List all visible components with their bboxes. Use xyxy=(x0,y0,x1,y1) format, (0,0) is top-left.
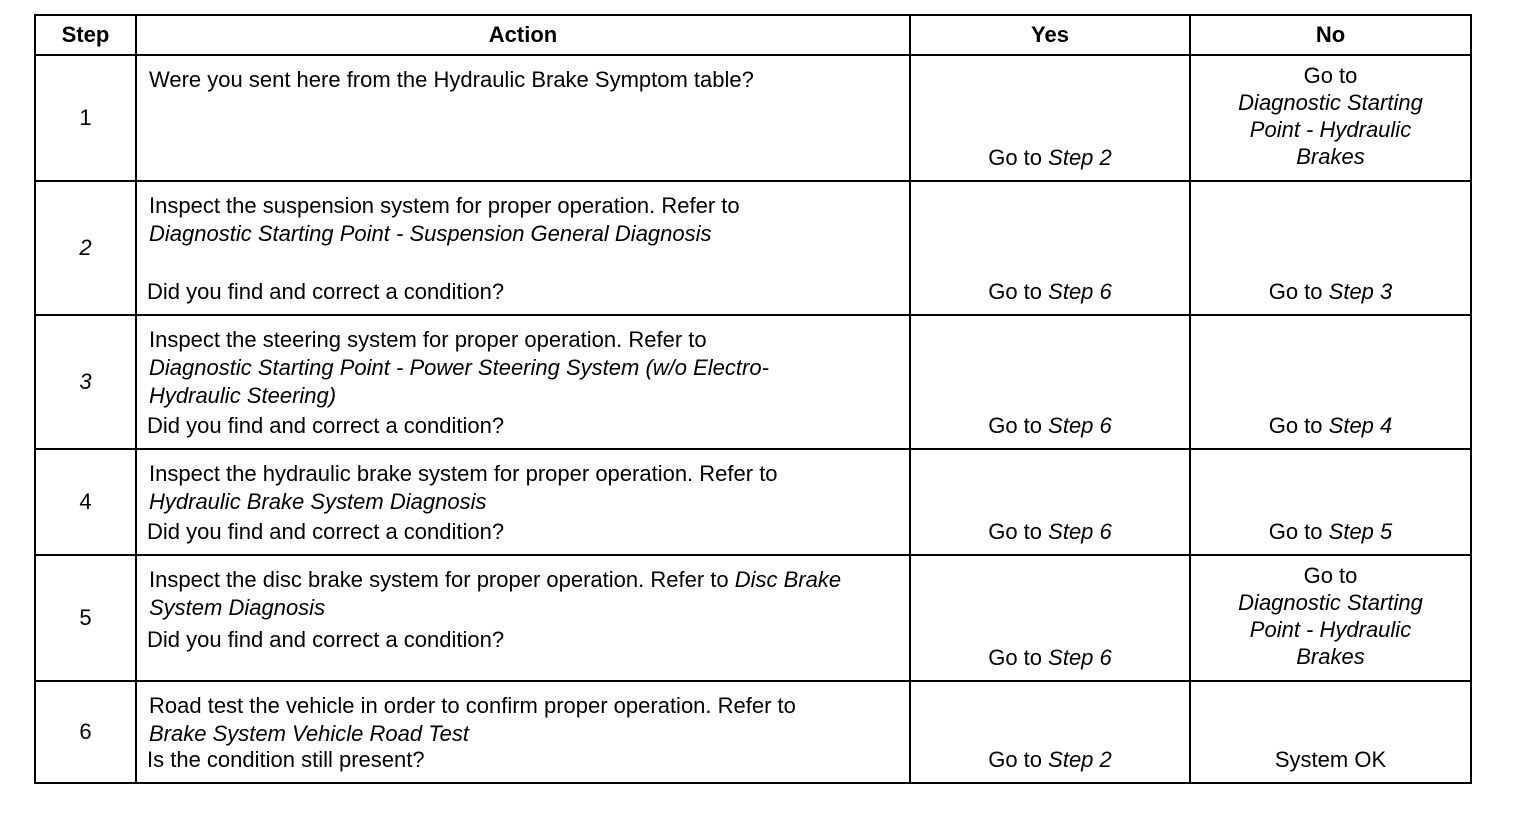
action-ref-link[interactable]: Hydraulic Brake System Diagnosis xyxy=(149,489,487,514)
table-row xyxy=(35,449,1471,555)
action-question: Did you find and correct a condition? xyxy=(147,519,505,544)
action-ref-link[interactable]: Brake System Vehicle Road Test xyxy=(149,721,469,746)
no-step-link[interactable]: Step 5 xyxy=(1328,519,1393,544)
yes-cell xyxy=(910,315,1190,449)
no-prefix: Go to xyxy=(1268,519,1323,544)
no-result xyxy=(1191,562,1470,670)
action-question: Did you find and correct a condition? xyxy=(147,413,505,438)
action-text xyxy=(149,692,901,748)
no-result xyxy=(1191,412,1470,440)
no-cell xyxy=(1190,555,1471,681)
action-cell xyxy=(136,55,910,181)
diagnostic-table xyxy=(34,14,1472,784)
action-cell xyxy=(136,681,910,783)
header-row xyxy=(35,15,1471,55)
yes-cell xyxy=(910,681,1190,783)
no-prefix: Go to xyxy=(1268,413,1323,438)
yes-step-link[interactable]: Step 2 xyxy=(1048,145,1112,170)
no-cell xyxy=(1190,181,1471,315)
no-result xyxy=(1191,62,1470,170)
yes-result xyxy=(911,644,1189,672)
no-cell xyxy=(1190,315,1471,449)
action-instruction: Inspect the steering system for proper operation. Refer to xyxy=(149,327,707,352)
action-text: Were you sent here from the Hydraulic Brake Symptom table? xyxy=(149,67,754,92)
no-cell xyxy=(1190,449,1471,555)
action-instruction: Inspect the hydraulic brake system for proper operation. Refer to xyxy=(149,461,778,486)
no-cell xyxy=(1190,681,1471,783)
header-action: Action xyxy=(136,15,910,55)
action-cell xyxy=(136,555,910,681)
yes-step-link[interactable]: Step 2 xyxy=(1048,747,1112,772)
table-row xyxy=(35,555,1471,681)
action-cell xyxy=(136,315,910,449)
step-number: 3 xyxy=(35,315,136,449)
action-ref-link[interactable]: Disc Brake System Diagnosis xyxy=(149,567,842,620)
no-step-link[interactable]: Step 3 xyxy=(1328,279,1393,304)
yes-step-link[interactable]: Step 6 xyxy=(1048,645,1112,670)
yes-cell xyxy=(910,555,1190,681)
action-question: Did you find and correct a condition? xyxy=(147,279,505,304)
action-instruction: Road test the vehicle in order to confirm proper operation. Refer to xyxy=(149,693,796,718)
action-cell xyxy=(136,449,910,555)
step-number: 2 xyxy=(35,181,136,315)
yes-prefix: Go to xyxy=(988,519,1043,544)
yes-prefix: Go to xyxy=(988,747,1043,772)
yes-result xyxy=(911,518,1189,546)
yes-step-link[interactable]: Step 6 xyxy=(1048,519,1112,544)
yes-cell xyxy=(910,181,1190,315)
action-question: Did you find and correct a condition? xyxy=(147,627,505,652)
yes-cell xyxy=(910,449,1190,555)
header-yes: Yes xyxy=(910,15,1190,55)
header-step: Step xyxy=(35,15,136,55)
action-instruction: Inspect the suspension system for proper operation. Refer to xyxy=(149,193,740,218)
yes-cell xyxy=(910,55,1190,181)
yes-result xyxy=(911,746,1189,774)
action-text xyxy=(149,326,789,410)
yes-step-link[interactable]: Step 6 xyxy=(1048,413,1112,438)
table-row xyxy=(35,181,1471,315)
no-cell xyxy=(1190,55,1471,181)
step-number: 1 xyxy=(35,55,136,181)
table-row xyxy=(35,55,1471,181)
yes-result xyxy=(911,144,1189,172)
header-no: No xyxy=(1190,15,1471,55)
step-number: 4 xyxy=(35,449,136,555)
action-ref-link[interactable]: Diagnostic Starting Point - Power Steering System (w/o Electro-Hydraulic Steering) xyxy=(149,355,769,408)
no-ref-link[interactable]: Diagnostic Starting Point - Hydraulic Brakes xyxy=(1238,90,1423,169)
action-text xyxy=(149,566,901,622)
table-row xyxy=(35,681,1471,783)
yes-result xyxy=(911,412,1189,440)
action-instruction: Inspect the disc brake system for proper operation. Refer to xyxy=(149,567,729,592)
yes-prefix: Go to xyxy=(988,145,1043,170)
action-cell xyxy=(136,181,910,315)
no-prefix: Go to xyxy=(1268,279,1323,304)
no-step-link[interactable]: Step 4 xyxy=(1328,413,1393,438)
yes-result xyxy=(911,278,1189,306)
yes-prefix: Go to xyxy=(988,645,1043,670)
action-question: Is the condition still present? xyxy=(147,747,425,772)
no-prefix: Go to xyxy=(1303,63,1358,88)
yes-prefix: Go to xyxy=(988,413,1043,438)
action-ref-link[interactable]: Diagnostic Starting Point - Suspension General Diagnosis xyxy=(149,221,712,246)
step-number: 5 xyxy=(35,555,136,681)
yes-prefix: Go to xyxy=(988,279,1043,304)
yes-step-link[interactable]: Step 6 xyxy=(1048,279,1112,304)
no-ref-link[interactable]: Diagnostic Starting Point - Hydraulic Brakes xyxy=(1238,590,1423,669)
no-result xyxy=(1191,518,1470,546)
action-text xyxy=(149,460,901,516)
table-row xyxy=(35,315,1471,449)
step-number: 6 xyxy=(35,681,136,783)
action-text xyxy=(149,192,901,248)
no-result: System OK xyxy=(1274,747,1387,772)
no-result xyxy=(1191,278,1470,306)
no-prefix: Go to xyxy=(1303,563,1358,588)
